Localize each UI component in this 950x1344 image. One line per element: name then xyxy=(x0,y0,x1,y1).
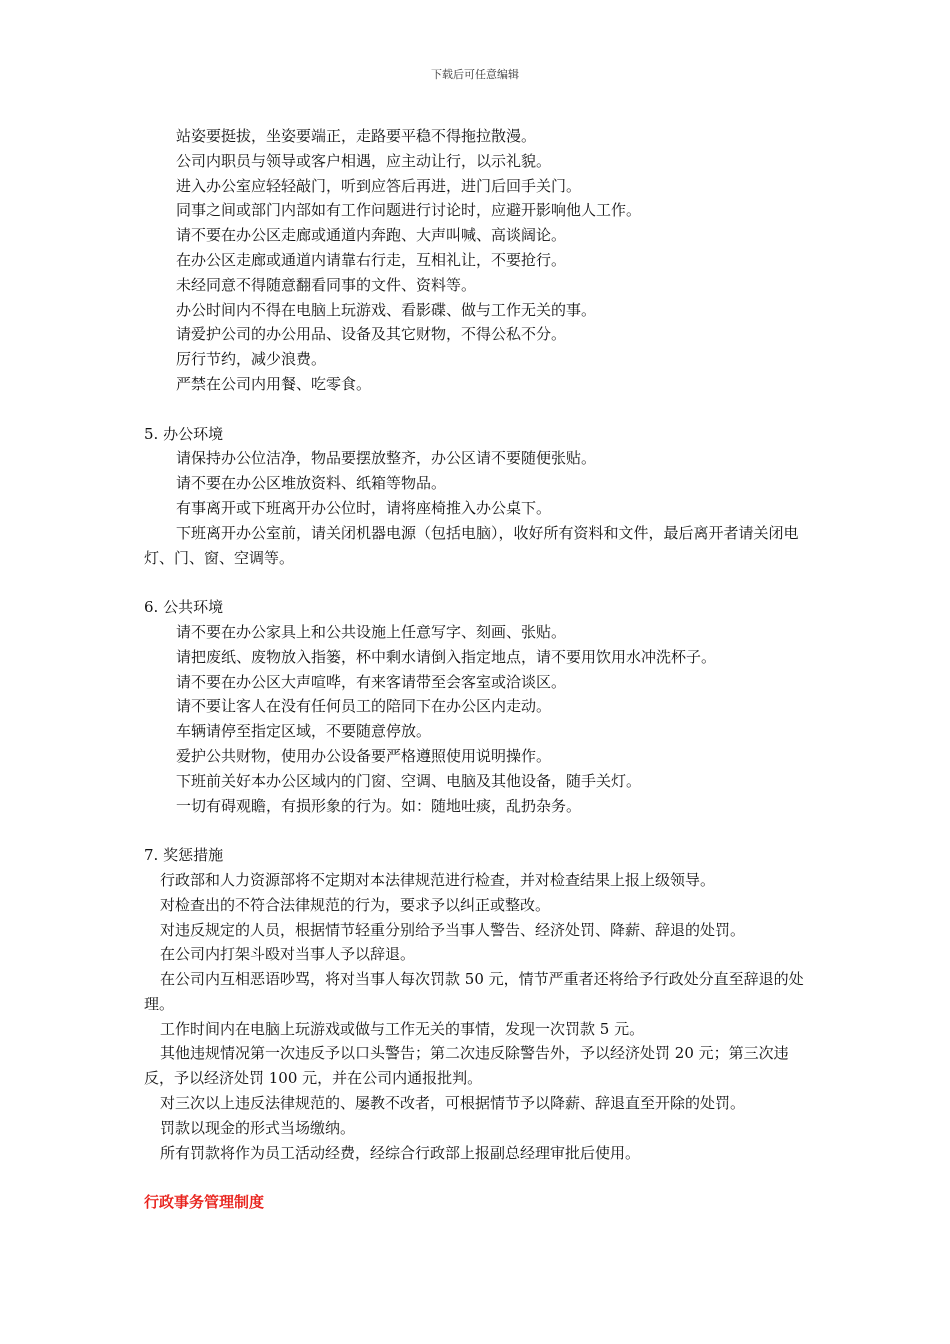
section-rewards-penalties xyxy=(144,843,810,1165)
list-item: 在公司内互相恶语吵骂，将对当事人每次罚款 50 元，情节严重者还将给予行政处分直至辞退的处理。 xyxy=(144,970,804,1013)
list-item: 请把废纸、废物放入指篓，杯中剩水请倒入指定地点，请不要用饮用水冲洗杯子。 xyxy=(176,647,717,666)
list-item: 一切有碍观瞻，有损形象的行为。如：随地吐痰，乱扔杂务。 xyxy=(176,796,582,815)
section-heading: 5. 办公环境 xyxy=(144,424,224,443)
list-item: 有事离开或下班离开办公位时，请将座椅推入办公桌下。 xyxy=(176,498,552,517)
section-public-environment xyxy=(144,595,810,818)
list-item: 同事之间或部门内部如有工作问题进行讨论时，应避开影响他人工作。 xyxy=(176,201,642,220)
list-item: 请不要在办公区堆放资料、纸箱等物品。 xyxy=(176,474,447,493)
list-item: 工作时间内在电脑上玩游戏或做与工作无关的事情，发现一次罚款 5 元。 xyxy=(160,1019,645,1038)
list-item: 请爱护公司的办公用品、设备及其它财物，不得公私不分。 xyxy=(176,325,567,344)
list-item: 行政部和人力资源部将不定期对本法律规范进行检查，并对检查结果上报上级领导。 xyxy=(160,870,716,889)
list-item: 下班离开办公室前，请关闭机器电源（包括电脑），收好所有资料和文件，最后离开者请关闭电灯、门、窗、空调等。 xyxy=(144,523,799,567)
list-item: 请不要在办公家具上和公共设施上任意写字、刻画、张贴。 xyxy=(176,622,567,641)
document-body xyxy=(144,124,810,1215)
list-item: 严禁在公司内用餐、吃零食。 xyxy=(176,374,372,393)
section-heading: 6. 公共环境 xyxy=(144,598,224,617)
list-item: 请不要让客人在没有任何员工的陪同下在办公区内走动。 xyxy=(176,697,552,716)
list-item: 进入办公室应轻轻敲门，听到应答后再进，进门后回手关门。 xyxy=(176,176,582,195)
list-item: 车辆请停至指定区域，不要随意停放。 xyxy=(176,722,432,741)
section-heading: 7. 奖惩措施 xyxy=(144,846,224,865)
list-item: 爱护公共财物，使用办公设备要严格遵照使用说明操作。 xyxy=(176,746,552,765)
list-item: 对违反规定的人员，根据情节轻重分别给予当事人警告、经济处罚、降薪、辞退的处罚。 xyxy=(160,920,746,939)
list-item: 请保持办公位洁净，物品要摆放整齐，办公区请不要随便张贴。 xyxy=(176,449,597,468)
list-item: 未经同意不得随意翻看同事的文件、资料等。 xyxy=(176,275,477,294)
list-item: 下班前关好本办公区域内的门窗、空调、电脑及其他设备，随手关灯。 xyxy=(176,771,642,790)
page-header: 下载后可任意编辑 xyxy=(431,68,519,81)
list-item: 所有罚款将作为员工活动经费，经综合行政部上报副总经理审批后使用。 xyxy=(160,1143,641,1162)
list-item: 请不要在办公区大声喧哗，有来客请带至会客室或洽谈区。 xyxy=(176,672,567,691)
list-item: 厉行节约，减少浪费。 xyxy=(176,350,327,369)
list-item: 请不要在办公区走廊或通道内奔跑、大声叫喊、高谈阔论。 xyxy=(176,226,567,245)
section-office-environment xyxy=(144,422,810,571)
list-item: 办公时间内不得在电脑上玩游戏、看影碟、做与工作无关的事。 xyxy=(176,300,597,319)
list-item: 在公司内打架斗殴对当事人予以辞退。 xyxy=(160,945,416,964)
list-item: 公司内职员与领导或客户相遇，应主动让行，以示礼貌。 xyxy=(176,151,552,170)
next-section-title: 行政事务管理制度 xyxy=(144,1193,265,1212)
list-item: 在办公区走廊或通道内请靠右行走，互相礼让，不要抢行。 xyxy=(176,250,567,269)
list-item: 罚款以现金的形式当场缴纳。 xyxy=(160,1118,356,1137)
list-item: 其他违规情况第一次违反予以口头警告；第二次违反除警告外，予以经济处罚 20 元；第三次违反，予以经济处罚 100 元，并在公司内通报批判。 xyxy=(144,1044,789,1088)
list-item: 对检查出的不符合法律规范的行为，要求予以纠正或整改。 xyxy=(160,895,551,914)
list-item: 站姿要挺拔，坐姿要端正，走路要平稳不得拖拉散漫。 xyxy=(176,127,537,145)
etiquette-list xyxy=(144,124,810,397)
list-item: 对三次以上违反法律规范的、屡教不改者，可根据情节予以降薪、辞退直至开除的处罚。 xyxy=(160,1094,746,1113)
